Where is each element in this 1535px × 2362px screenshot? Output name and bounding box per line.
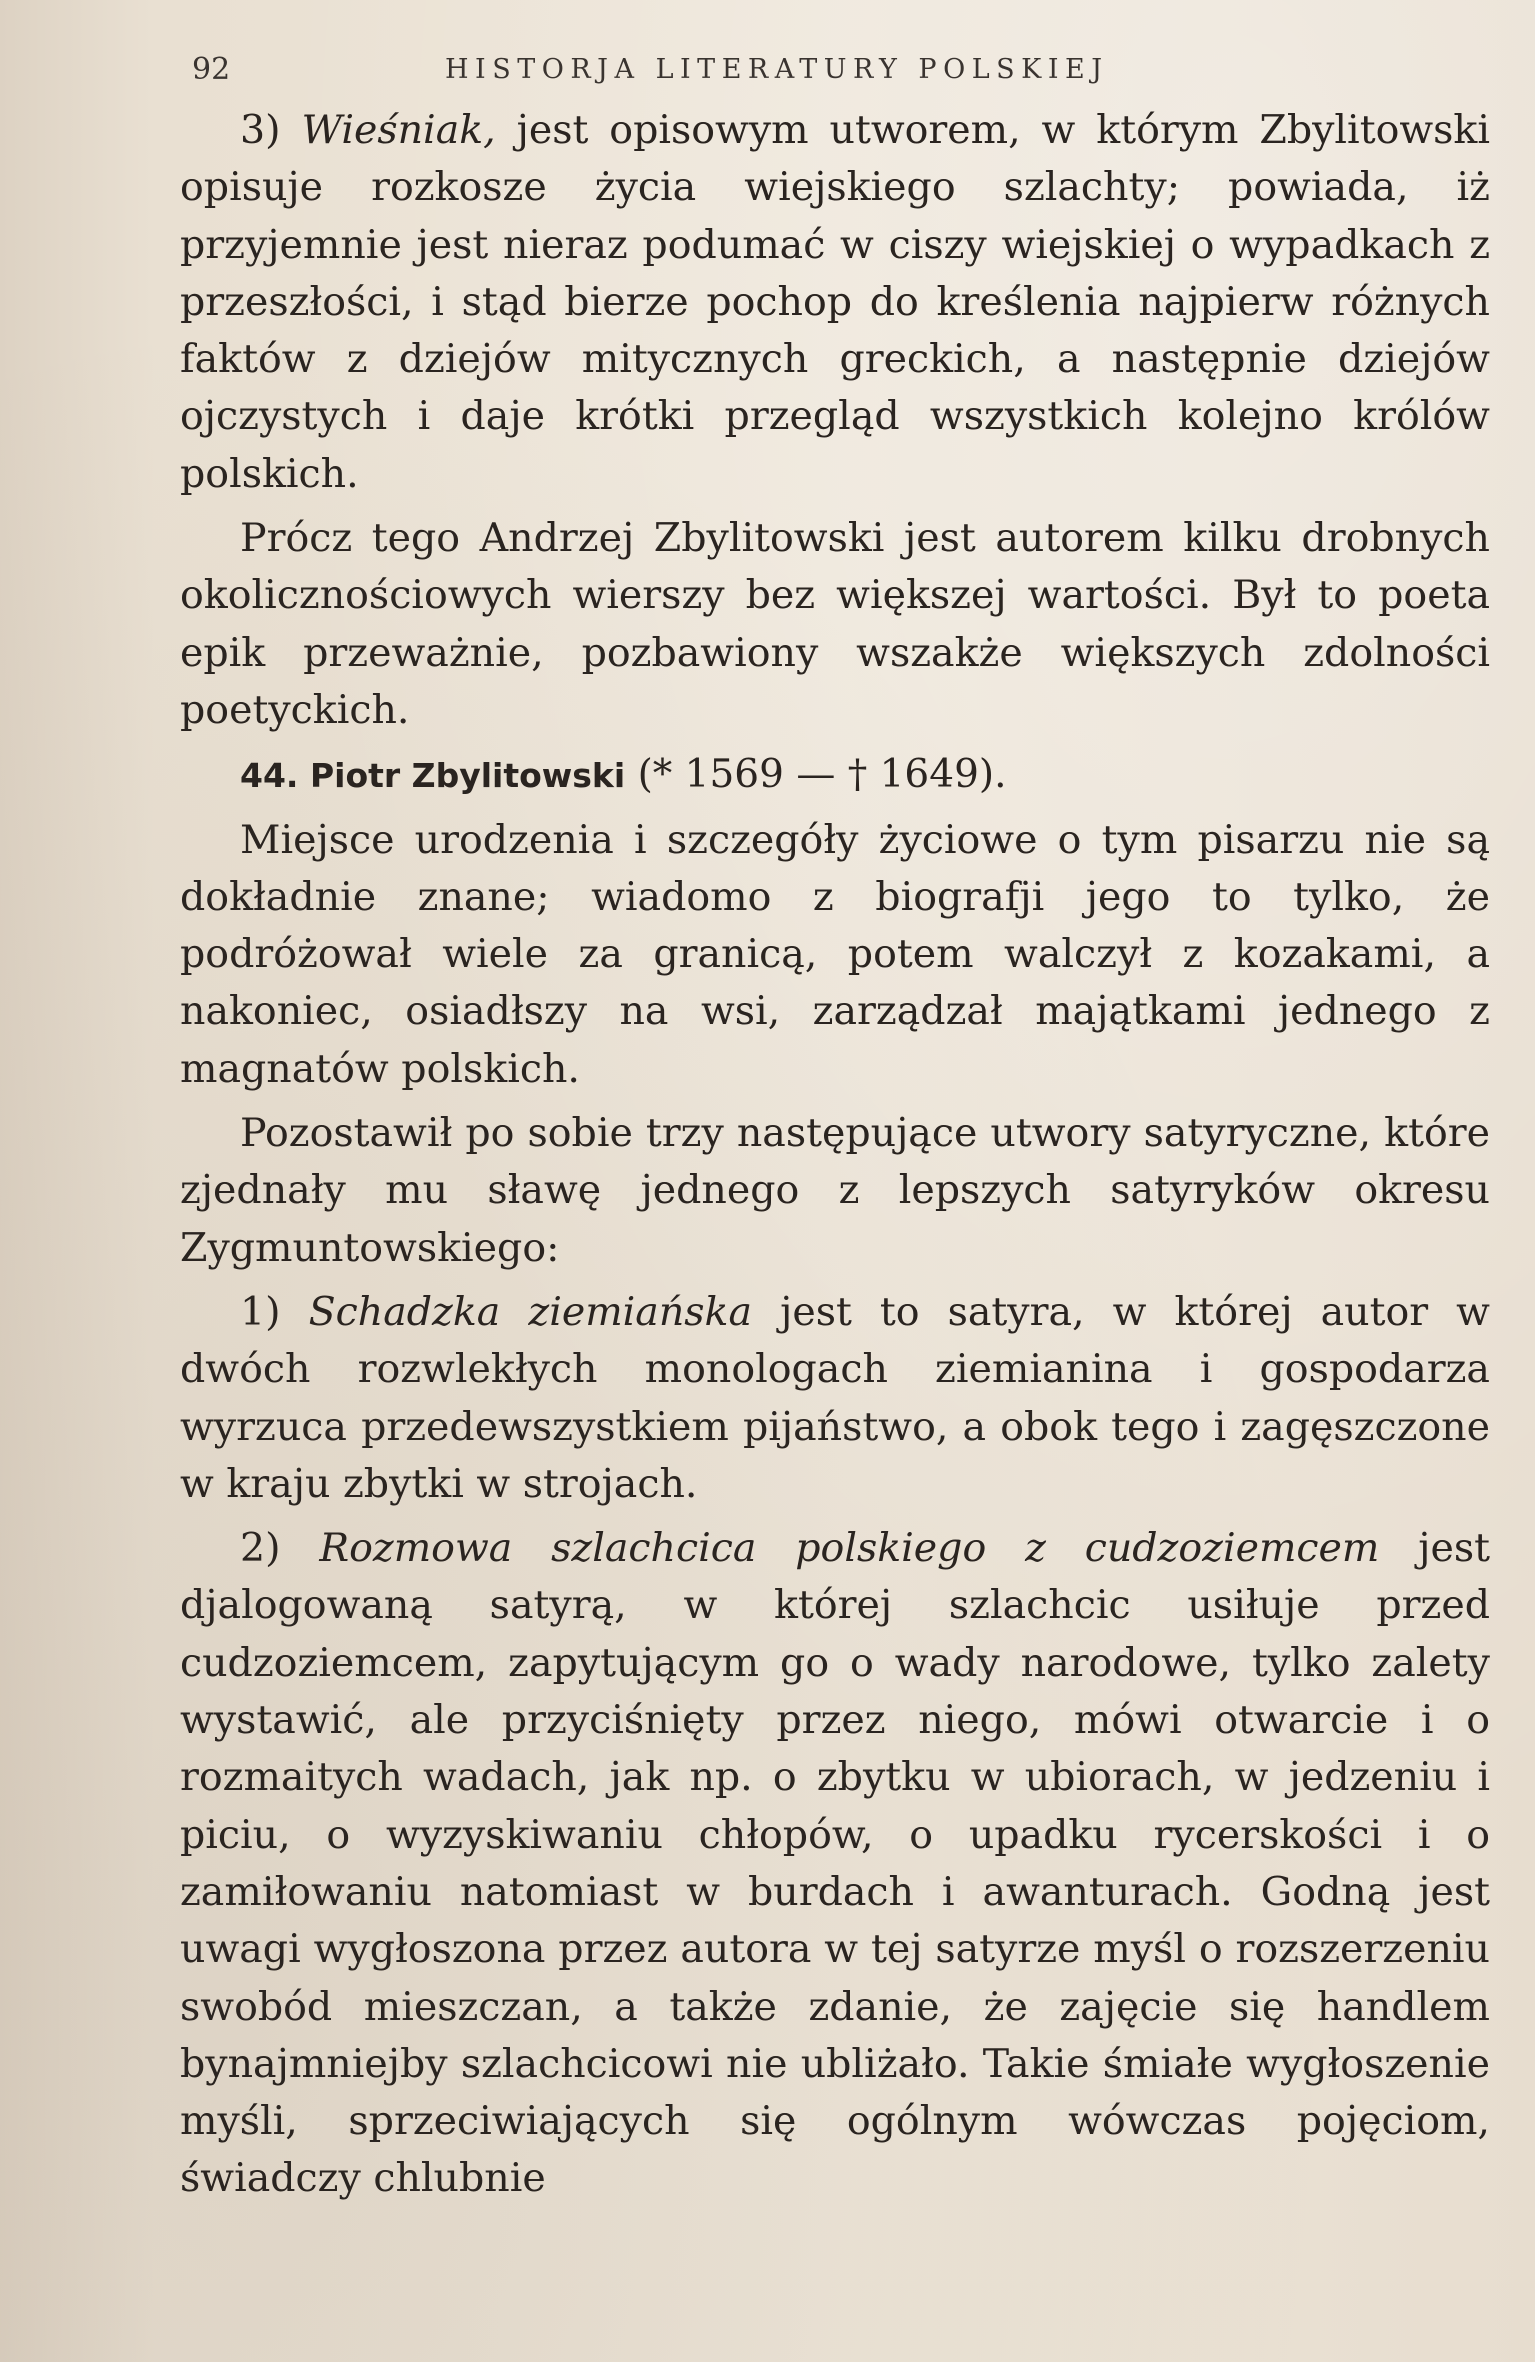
paragraph-text: jest to satyra, w której autor w dwóch rozwlekłych monologach ziemianina i gospodarza wyrzuca przedewszystkiem pijaństwo, a obok tego i zagęszczone w kraju zbytki w strojach. [180, 1288, 1490, 1507]
section-heading-dates: (* 1569 — † 1649). [625, 752, 1007, 798]
paragraph-text: Pozostawił po sobie trzy następujące utwory satyryczne, które zjednały mu sławę jednego z lepszych satyryków okresu Zygmuntowskiego: [180, 1110, 1490, 1271]
paragraph-works-intro [180, 1105, 1490, 1277]
paragraph-wiesniak [180, 102, 1490, 503]
paragraph-biography [180, 812, 1490, 1098]
paragraph-text: Miejsce urodzenia i szczegóły życiowe o tym pisarzu nie są dokładnie znane; wiadomo z biografji jego to tylko, że podróżował wiele za granicą, potem walczył z kozakami, a nakoniec, osiadłszy na wsi, zarządzał majątkami jednego z magnatów polskich. [180, 816, 1490, 1092]
paragraph-other-works [180, 510, 1490, 739]
work-title-wiesniak: Wieśniak, [301, 107, 496, 153]
paragraph-text: jest djalogowaną satyrą, w której szlachcic usiłuje przed cudzoziemcem, zapytującym go o wady narodowe, tylko zalety wystawić, ale przyciśnięty przez niego, mówi otwarcie i o rozmaitych wadach, jak np. o zbytku w ubiorach, w jedzeniu i piciu, o wyzyskiwaniu chłopów, o upadku rycerskości i o zamiłowaniu natomiast w burdach i awanturach. Godną jest uwagi wygłoszona przez autora w tej satyrze myśl o rozszerzeniu swobód mieszczan, a także zdanie, że zajęcie się handlem bynajmniejby szlachcicowi nie ubliżało. Takie śmiałe wygłoszenie myśli, sprzeciwiających się ogólnym wówczas pojęciom, świadczy chlubnie [180, 1525, 1490, 2202]
paragraph-text: jest opisowym utworem, w którym Zbylitowski opisuje rozkosze życia wiejskiego szlachty; powiada, iż przyjemnie jest nieraz podumać w ciszy wiejskiej o wypadkach z przeszłości, i stąd bierze pochop do kreślenia najpierw różnych faktów z dziejów mitycznych greckich, a następnie dziejów ojczystych i daje krótki przegląd wszystkich kolejno królów polskich. [180, 107, 1490, 497]
work-title-schadzka: Schadzka ziemiańska [308, 1288, 753, 1335]
paragraph-rozmowa [180, 1520, 1490, 2208]
running-title: HISTORJA LITERATURY POLSKIEJ [445, 54, 1109, 85]
paragraph-schadzka [180, 1284, 1490, 1513]
item-number: 1) [240, 1288, 309, 1335]
item-number: 2) [240, 1525, 320, 1572]
paragraph-text: Prócz tego Andrzej Zbylitowski jest autorem kilku drobnych okolicznościowych wierszy bez większej wartości. Był to poeta epik przeważnie, pozbawiony wszakże większych zdolności poetyckich. [180, 515, 1490, 733]
section-heading-title: 44. Piotr Zbylitowski [240, 756, 626, 796]
item-number: 3) [240, 107, 302, 153]
body-text [180, 102, 1490, 2215]
page-header [192, 52, 1252, 88]
page-number: 92 [192, 52, 231, 87]
work-title-rozmowa: Rozmowa szlachcica polskiego z cudzoziemcem [319, 1525, 1380, 1572]
section-heading [180, 746, 1490, 804]
